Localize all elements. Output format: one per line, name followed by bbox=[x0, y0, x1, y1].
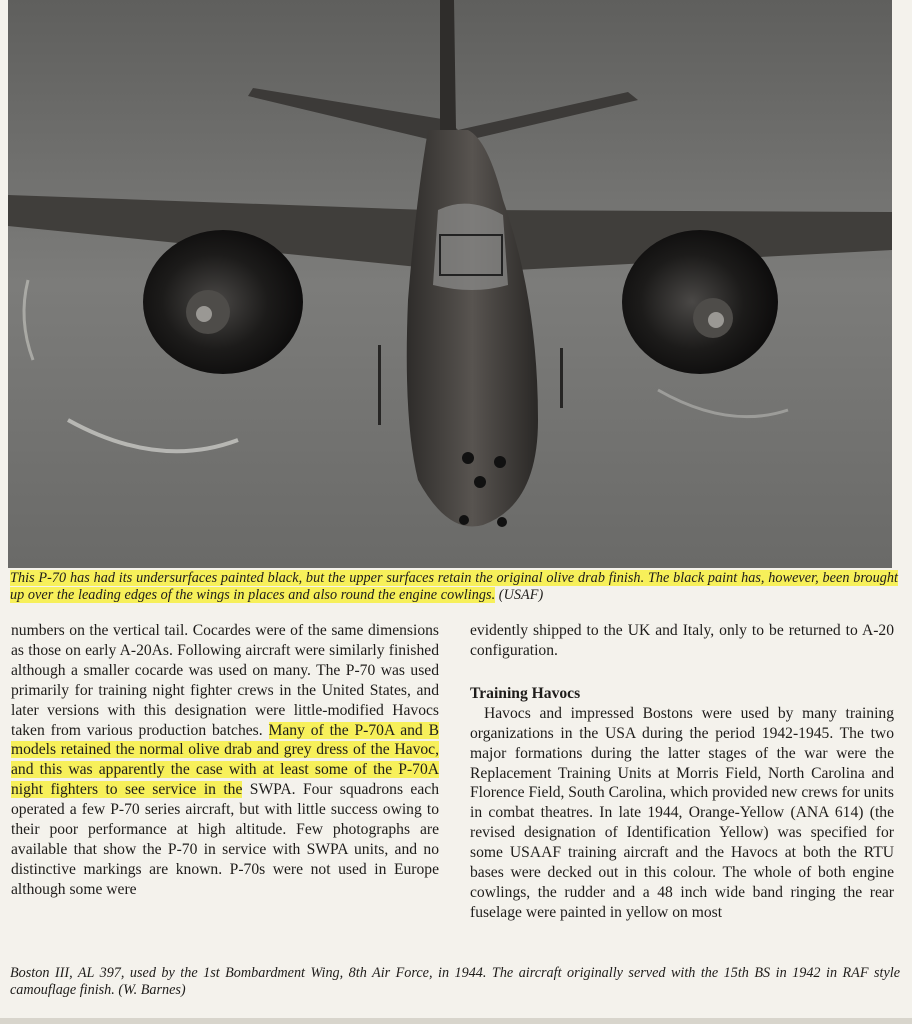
cockpit-canopy bbox=[433, 204, 508, 290]
nose-gun bbox=[494, 456, 506, 468]
nose-gun bbox=[459, 515, 469, 525]
antenna-left bbox=[378, 345, 381, 425]
page-bottom-edge bbox=[0, 1018, 912, 1024]
nose-gun bbox=[474, 476, 486, 488]
propeller-spinner-right bbox=[708, 312, 724, 328]
caption-credit: (USAF) bbox=[495, 587, 544, 603]
right-column bbox=[470, 621, 894, 923]
photo-caption bbox=[10, 570, 898, 604]
left-text-before: numbers on the vertical tail. Cocardes were of the same dimensions as those on early A-20As. Following aircraft were similarly finished although a smaller cocarde was used on many. The P-70 was used primarily for training night fighter crews in the United States, and later versions with this designation were little-modified Havocs taken from various production batches. bbox=[11, 622, 439, 739]
bottom-caption: Boston III, AL 397, used by the 1st Bombardment Wing, 8th Air Force, in 1944. The aircraft originally served with the 15th BS in 1942 in RAF style camouflage finish. (W. Barnes) bbox=[10, 965, 900, 998]
right-continuation: evidently shipped to the UK and Italy, only to be returned to A-20 configuration. bbox=[470, 622, 894, 659]
section-heading: Training Havocs bbox=[470, 684, 581, 702]
antenna-right bbox=[560, 348, 563, 408]
caption-highlight: This P-70 has had its undersurfaces painted black, but the upper surfaces retain the original olive drab finish. The black paint has, however, been brought up over the leading edges of the wings in places and also round the engine cowlings. bbox=[10, 570, 898, 603]
aircraft-illustration bbox=[8, 0, 892, 568]
engine-nacelle-right bbox=[622, 230, 778, 374]
nose-gun bbox=[462, 452, 474, 464]
left-text-after: SWPA. Four squadrons each operated a few P-70 series aircraft, but with little success owing to their poor performance at high altitude. Few photographs are available that show the P-70 in service with SWPA units, and no distinctive markings are known. P-70s were not used in Europe although some were bbox=[11, 781, 439, 898]
nose-gun bbox=[497, 517, 507, 527]
left-highlight: Many of the P-70A and B models retained the normal olive drab and grey dress of the Havoc, and this was apparently the case with at least some of the P-70A night fighters to see service in the bbox=[11, 721, 439, 799]
vertical-tail bbox=[440, 0, 456, 130]
right-body: Havocs and impressed Bostons were used by many training organizations in the USA during the period 1942-1945. The two major formations during the latter stages of the war were the Replacement Training Units at Morris Field, North Carolina and Florence Field, South Carolina, which provided new crews for units in combat theatres. In late 1944, Orange-Yellow (ANA 614) (the revised designation of Identification Yellow) was specified for some USAAF training aircraft and the Havocs at both the RTU bases were decked out in this colour. The whole of both engine cowlings, the rudder and a 48 inch wide band ringing the rear fuselage were painted in yellow on most bbox=[470, 704, 894, 921]
propeller-spinner-left bbox=[196, 306, 212, 322]
left-column bbox=[11, 621, 439, 900]
aircraft-photo bbox=[8, 0, 892, 568]
